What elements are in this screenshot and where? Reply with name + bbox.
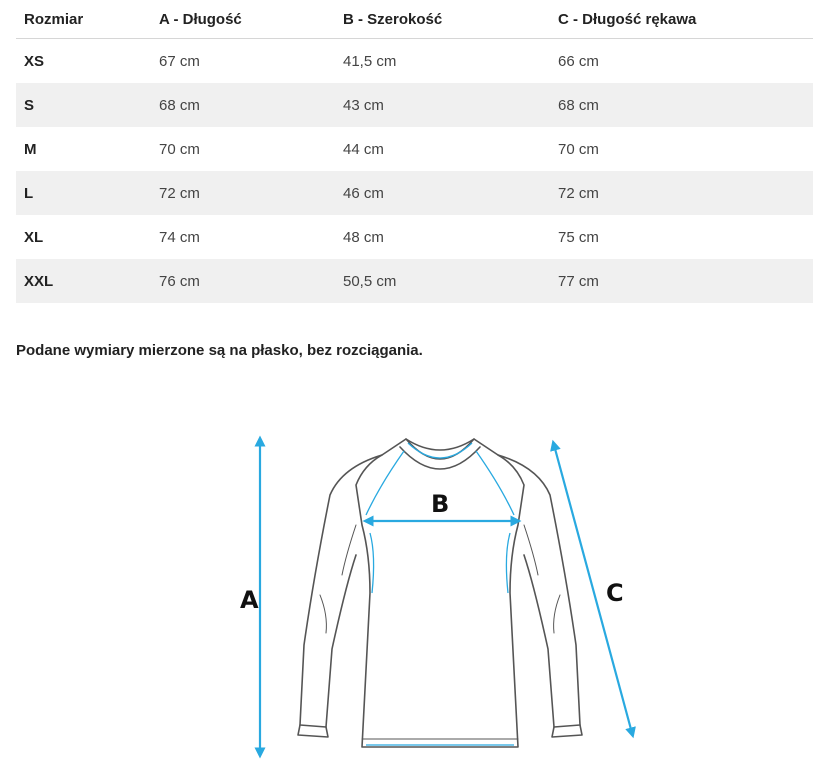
width-cell: 44 cm xyxy=(343,140,384,158)
length-cell: 70 cm xyxy=(159,140,200,158)
shirt-seam-lines xyxy=(366,443,514,745)
sleeve-cell: 70 cm xyxy=(558,140,599,158)
size-cell: XL xyxy=(24,228,44,246)
header-sleeve-length: C - Długość rękawa xyxy=(550,0,813,39)
length-cell: 67 cm xyxy=(159,52,200,70)
sleeve-cell: 68 cm xyxy=(550,83,813,127)
table-header-row xyxy=(16,0,813,39)
sleeve-cell: 66 cm xyxy=(558,52,599,70)
table-row xyxy=(16,259,813,303)
header-size: Rozmiar xyxy=(16,0,151,39)
size-chart-table xyxy=(16,0,813,303)
table-row xyxy=(16,83,813,127)
header-width: B - Szerokość xyxy=(335,0,550,39)
width-cell: 50,5 cm xyxy=(335,259,550,303)
table-row xyxy=(16,171,813,215)
size-cell: M xyxy=(24,140,37,158)
label-a: A xyxy=(240,586,259,614)
size-cell: XS xyxy=(24,52,45,70)
length-cell: 72 cm xyxy=(151,171,335,215)
measurement-note: Podane wymiary mierzone są na płasko, bez rozciągania. xyxy=(16,342,423,359)
table-row xyxy=(16,215,813,259)
shirt-outline xyxy=(298,439,582,747)
table-row xyxy=(16,127,813,171)
size-cell: XXL xyxy=(16,259,151,303)
label-b: B xyxy=(431,490,450,518)
width-cell: 43 cm xyxy=(335,83,550,127)
sleeve-cell: 77 cm xyxy=(550,259,813,303)
size-cell: L xyxy=(16,171,151,215)
length-cell: 76 cm xyxy=(151,259,335,303)
length-cell: 74 cm xyxy=(159,228,200,246)
label-c: C xyxy=(606,579,624,607)
sleeve-cell: 75 cm xyxy=(558,228,599,246)
sleeve-cell: 72 cm xyxy=(550,171,813,215)
size-cell: S xyxy=(16,83,151,127)
width-cell: 48 cm xyxy=(343,228,384,246)
shirt-measurement-diagram xyxy=(216,425,646,765)
length-cell: 68 cm xyxy=(151,83,335,127)
width-cell: 46 cm xyxy=(335,171,550,215)
table-row xyxy=(16,39,813,84)
width-cell: 41,5 cm xyxy=(343,52,397,70)
header-length: A - Długość xyxy=(151,0,335,39)
